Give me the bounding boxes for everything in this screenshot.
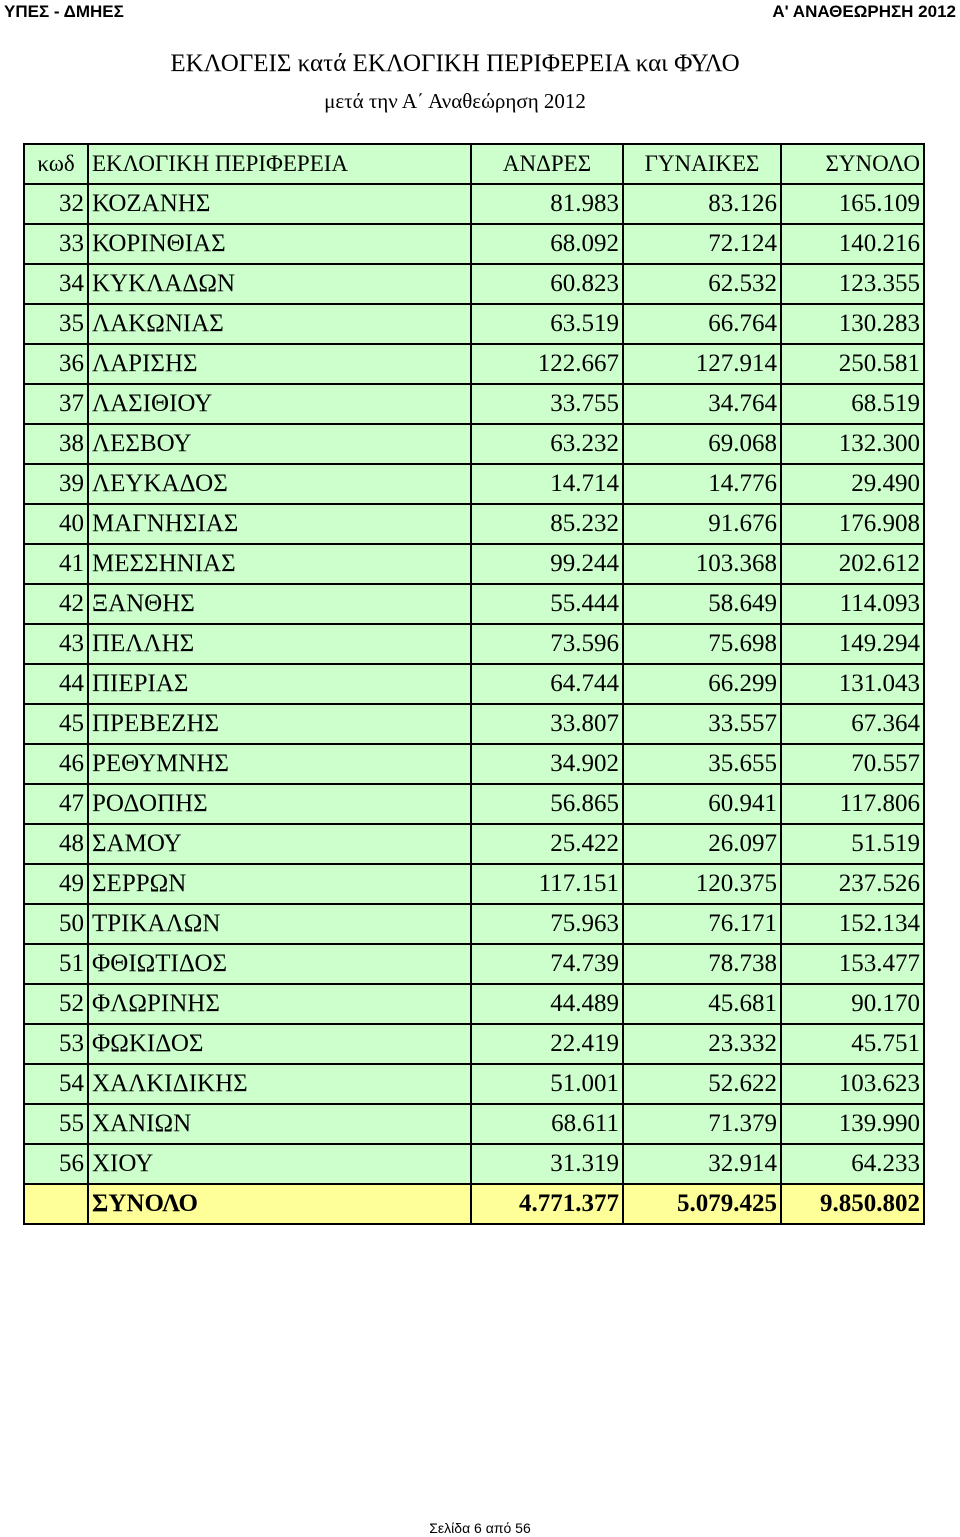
cell-total: 202.612 [781,544,924,584]
cell-men: 64.744 [471,664,623,704]
cell-men: 122.667 [471,344,623,384]
cell-district: ΣΑΜΟΥ [88,824,471,864]
cell-district: ΧΑΝΙΩΝ [88,1104,471,1144]
cell-total: 153.477 [781,944,924,984]
cell-code: 56 [24,1144,88,1184]
header-left: ΥΠΕΣ - ΔΜΗΕΣ [4,2,124,21]
cell-district: ΛΑΣΙΘΙΟΥ [88,384,471,424]
cell-code: 51 [24,944,88,984]
cell-women: 71.379 [623,1104,781,1144]
cell-women: 120.375 [623,864,781,904]
cell-district: ΚΥΚΛΑΔΩΝ [88,264,471,304]
table-row [24,984,924,1024]
cell-district: ΠΙΕΡΙΑΣ [88,664,471,704]
table-row [24,264,924,304]
table-row [24,224,924,264]
column-header-code: κωδ [24,144,88,184]
cell-total: 90.170 [781,984,924,1024]
column-header-district: ΕΚΛΟΓΙΚΗ ΠΕΡΙΦΕΡΕΙΑ [88,144,471,184]
cell-men: 99.244 [471,544,623,584]
cell-total: 139.990 [781,1104,924,1144]
cell-men: 117.151 [471,864,623,904]
cell-code: 48 [24,824,88,864]
cell-men: 85.232 [471,504,623,544]
cell-total: 176.908 [781,504,924,544]
cell-code: 41 [24,544,88,584]
cell-total: 165.109 [781,184,924,224]
cell-code: 47 [24,784,88,824]
cell-men: 73.596 [471,624,623,664]
cell-women: 33.557 [623,704,781,744]
table-row [24,344,924,384]
cell-total: 130.283 [781,304,924,344]
cell-men: 56.865 [471,784,623,824]
cell-women: 66.764 [623,304,781,344]
table-row [24,1144,924,1184]
cell-women: 76.171 [623,904,781,944]
table-row [24,424,924,464]
cell-total: 140.216 [781,224,924,264]
cell-code: 45 [24,704,88,744]
cell-women: 58.649 [623,584,781,624]
cell-district: ΧΙΟΥ [88,1144,471,1184]
table-row [24,304,924,344]
cell-men: 63.519 [471,304,623,344]
column-header-men: ΑΝΔΡΕΣ [471,144,623,184]
total-cell-total: 9.850.802 [781,1184,924,1224]
table-header-row [24,144,924,184]
cell-code: 49 [24,864,88,904]
cell-men: 22.419 [471,1024,623,1064]
table-total-row [24,1184,924,1224]
cell-district: ΛΕΥΚΑΔΟΣ [88,464,471,504]
page-subtitle: μετά την Α΄ Αναθεώρηση 2012 [324,89,586,113]
cell-total: 117.806 [781,784,924,824]
table-row [24,944,924,984]
cell-women: 69.068 [623,424,781,464]
cell-district: ΚΟΡΙΝΘΙΑΣ [88,224,471,264]
table-row [24,384,924,424]
cell-total: 70.557 [781,744,924,784]
table-row [24,184,924,224]
cell-code: 32 [24,184,88,224]
table-row [24,464,924,504]
table-body [24,184,924,1224]
cell-men: 68.092 [471,224,623,264]
cell-code: 38 [24,424,88,464]
table-row [24,784,924,824]
table-row [24,824,924,864]
cell-women: 45.681 [623,984,781,1024]
cell-district: ΛΑΡΙΣΗΣ [88,344,471,384]
table-row [24,1104,924,1144]
cell-women: 32.914 [623,1144,781,1184]
cell-district: ΡΟΔΟΠΗΣ [88,784,471,824]
cell-district: ΧΑΛΚΙΔΙΚΗΣ [88,1064,471,1104]
cell-district: ΚΟΖΑΝΗΣ [88,184,471,224]
cell-district: ΡΕΘΥΜΝΗΣ [88,744,471,784]
cell-district: ΠΡΕΒΕΖΗΣ [88,704,471,744]
table-row [24,704,924,744]
cell-women: 83.126 [623,184,781,224]
cell-men: 34.902 [471,744,623,784]
cell-women: 62.532 [623,264,781,304]
table-row [24,864,924,904]
cell-men: 33.755 [471,384,623,424]
table-row [24,664,924,704]
cell-women: 52.622 [623,1064,781,1104]
cell-total: 45.751 [781,1024,924,1064]
cell-total: 131.043 [781,664,924,704]
cell-code: 37 [24,384,88,424]
cell-code: 36 [24,344,88,384]
cell-total: 67.364 [781,704,924,744]
cell-code: 40 [24,504,88,544]
page-footer: Σελίδα 6 από 56 [429,1520,531,1536]
column-header-total: ΣΥΝΟΛΟ [781,144,924,184]
cell-code: 52 [24,984,88,1024]
table-row [24,904,924,944]
cell-men: 33.807 [471,704,623,744]
cell-men: 75.963 [471,904,623,944]
cell-district: ΛΕΣΒΟΥ [88,424,471,464]
table-row [24,544,924,584]
cell-men: 25.422 [471,824,623,864]
cell-code: 44 [24,664,88,704]
cell-women: 26.097 [623,824,781,864]
cell-women: 78.738 [623,944,781,984]
cell-men: 81.983 [471,184,623,224]
cell-code: 34 [24,264,88,304]
total-cell-district: ΣΥΝΟΛΟ [88,1184,471,1224]
cell-total: 114.093 [781,584,924,624]
cell-code: 46 [24,744,88,784]
column-header-women: ΓΥΝΑΙΚΕΣ [623,144,781,184]
cell-total: 64.233 [781,1144,924,1184]
cell-women: 35.655 [623,744,781,784]
cell-men: 31.319 [471,1144,623,1184]
cell-code: 39 [24,464,88,504]
table-row [24,584,924,624]
total-cell-code [24,1184,88,1224]
cell-district: ΛΑΚΩΝΙΑΣ [88,304,471,344]
cell-code: 54 [24,1064,88,1104]
cell-district: ΜΑΓΝΗΣΙΑΣ [88,504,471,544]
table-row [24,744,924,784]
cell-women: 66.299 [623,664,781,704]
cell-men: 60.823 [471,264,623,304]
cell-women: 34.764 [623,384,781,424]
cell-men: 63.232 [471,424,623,464]
cell-code: 33 [24,224,88,264]
table-row [24,504,924,544]
cell-women: 75.698 [623,624,781,664]
cell-women: 60.941 [623,784,781,824]
table-row [24,1024,924,1064]
cell-total: 68.519 [781,384,924,424]
cell-code: 55 [24,1104,88,1144]
cell-total: 149.294 [781,624,924,664]
cell-district: ΦΩΚΙΔΟΣ [88,1024,471,1064]
voters-table [23,143,925,1225]
cell-women: 72.124 [623,224,781,264]
cell-women: 23.332 [623,1024,781,1064]
cell-men: 51.001 [471,1064,623,1104]
cell-men: 44.489 [471,984,623,1024]
cell-women: 127.914 [623,344,781,384]
cell-total: 51.519 [781,824,924,864]
cell-code: 42 [24,584,88,624]
cell-women: 103.368 [623,544,781,584]
cell-total: 250.581 [781,344,924,384]
total-cell-women: 5.079.425 [623,1184,781,1224]
cell-district: ΠΕΛΛΗΣ [88,624,471,664]
cell-district: ΞΑΝΘΗΣ [88,584,471,624]
page-title: ΕΚΛΟΓΕΙΣ κατά ΕΚΛΟΓΙΚΗ ΠΕΡΙΦΕΡΕΙΑ και ΦΥΛΟ [170,50,740,77]
cell-total: 237.526 [781,864,924,904]
cell-code: 53 [24,1024,88,1064]
cell-district: ΦΛΩΡΙΝΗΣ [88,984,471,1024]
cell-total: 152.134 [781,904,924,944]
cell-total: 132.300 [781,424,924,464]
table-row [24,624,924,664]
total-cell-men: 4.771.377 [471,1184,623,1224]
cell-men: 68.611 [471,1104,623,1144]
cell-men: 14.714 [471,464,623,504]
cell-total: 103.623 [781,1064,924,1104]
cell-total: 29.490 [781,464,924,504]
cell-women: 91.676 [623,504,781,544]
table-row [24,1064,924,1104]
cell-men: 55.444 [471,584,623,624]
cell-men: 74.739 [471,944,623,984]
cell-total: 123.355 [781,264,924,304]
cell-code: 43 [24,624,88,664]
cell-code: 35 [24,304,88,344]
cell-district: ΜΕΣΣΗΝΙΑΣ [88,544,471,584]
cell-district: ΤΡΙΚΑΛΩΝ [88,904,471,944]
cell-district: ΣΕΡΡΩΝ [88,864,471,904]
cell-district: ΦΘΙΩΤΙΔΟΣ [88,944,471,984]
header-right: Α' ΑΝΑΘΕΩΡΗΣΗ 2012 [772,2,956,21]
cell-women: 14.776 [623,464,781,504]
cell-code: 50 [24,904,88,944]
